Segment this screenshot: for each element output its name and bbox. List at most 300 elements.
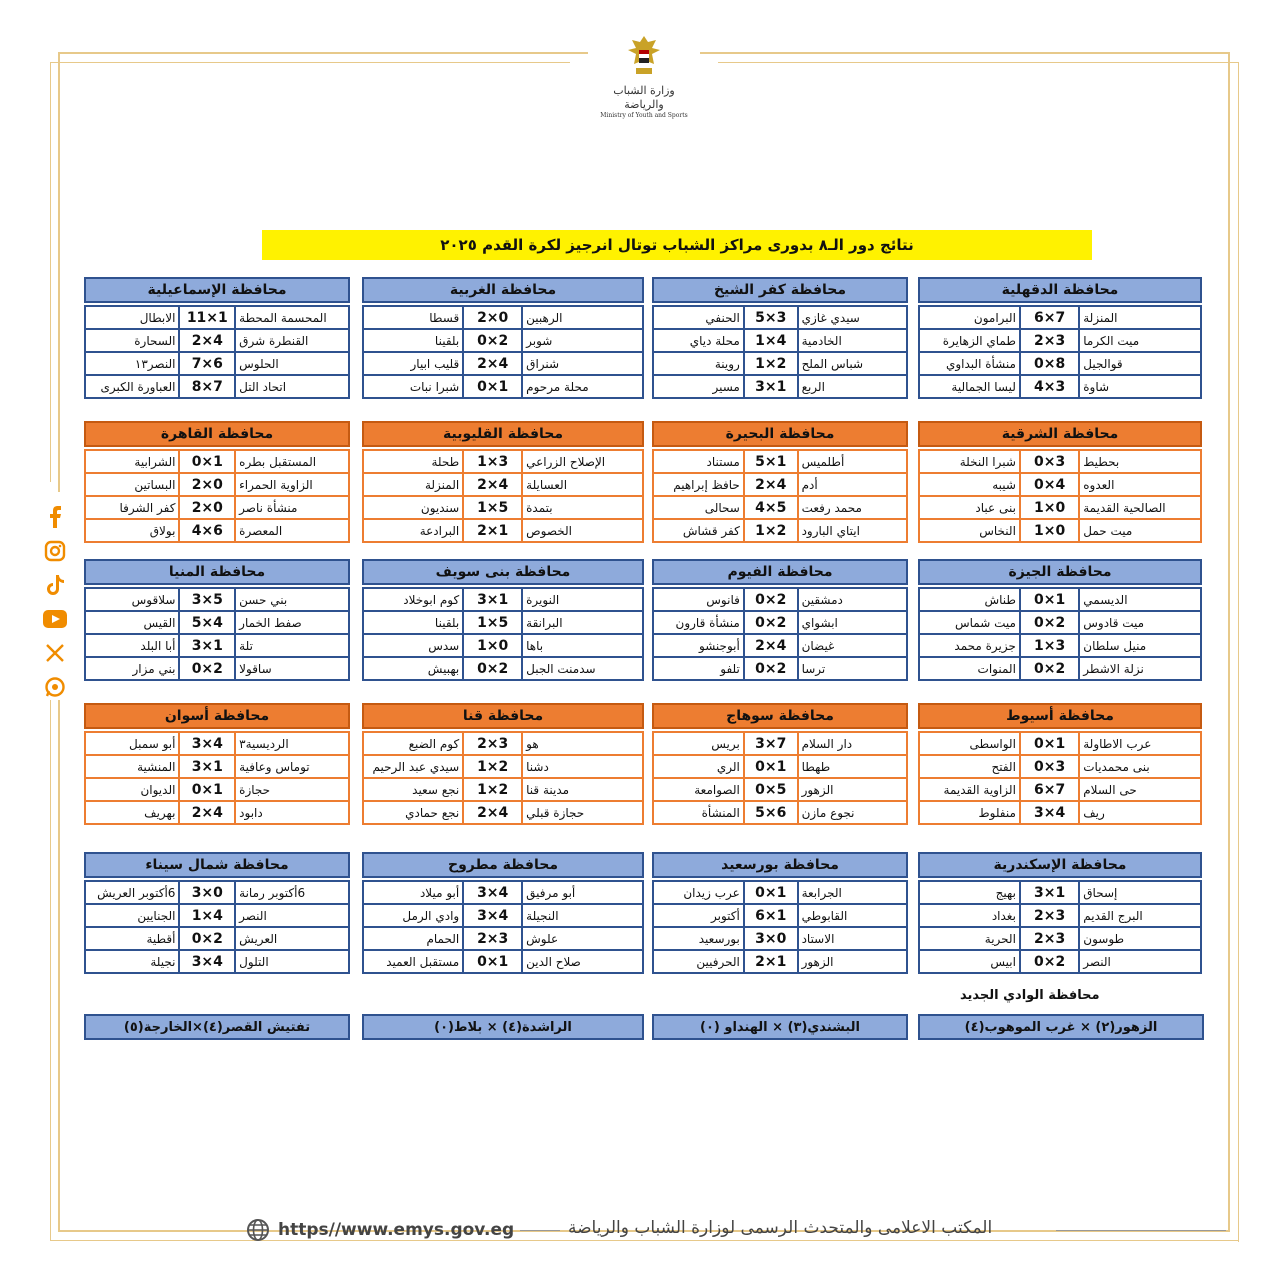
governorate-title: محافظة كفر الشيخ: [652, 277, 908, 303]
match-row: [653, 588, 907, 611]
match-row: [653, 657, 907, 680]
home-team: جزيرة محمد: [919, 634, 1020, 657]
home-team: الشرابية: [85, 450, 179, 473]
home-team: سدس: [363, 634, 463, 657]
match-row: [653, 801, 907, 824]
home-team: السحارة: [85, 329, 179, 352]
match-row: [363, 634, 643, 657]
match-score: 6×7: [1020, 778, 1079, 801]
away-team: ترسا: [798, 657, 907, 680]
match-row: [85, 611, 349, 634]
match-score: 0×1: [744, 755, 798, 778]
away-team: بني حسن: [235, 588, 349, 611]
match-score: 0×2: [744, 657, 798, 680]
home-team: روينة: [653, 352, 744, 375]
website-link[interactable]: https//www.emys.gov.eg: [278, 1220, 515, 1240]
governorate-results-box: [362, 559, 644, 691]
match-table: [84, 305, 350, 399]
match-row: [653, 473, 907, 496]
match-score: 1×5: [463, 611, 522, 634]
away-team: بتمدة: [522, 496, 643, 519]
away-team: أدم: [798, 473, 907, 496]
match-score: 5×4: [179, 611, 235, 634]
home-team: طناش: [919, 588, 1020, 611]
match-score: 3×0: [179, 881, 235, 904]
home-team: أقطية: [85, 927, 179, 950]
governorate-title: محافظة الغربية: [362, 277, 644, 303]
home-team: بريس: [653, 732, 744, 755]
match-score: 2×1: [744, 950, 798, 973]
away-team: دشنا: [522, 755, 643, 778]
match-score: 2×4: [744, 473, 798, 496]
match-score: 6×1: [744, 904, 798, 927]
away-team: شنراق: [522, 352, 643, 375]
home-team: الحمام: [363, 927, 463, 950]
frame-left2: [50, 62, 51, 482]
home-team: ميت شماس: [919, 611, 1020, 634]
match-row: [919, 611, 1201, 634]
home-team: تلفو: [653, 657, 744, 680]
governorate-title: محافظة شمال سيناء: [84, 852, 350, 878]
home-team: سحالى: [653, 496, 744, 519]
match-row: [363, 950, 643, 973]
governorate-title: محافظة الإسكندرية: [918, 852, 1202, 878]
match-score: 0×2: [463, 657, 522, 680]
match-score: 1×2: [463, 755, 522, 778]
match-score: 4×3: [1020, 375, 1079, 398]
home-team: وادي الرمل: [363, 904, 463, 927]
home-team: طحلة: [363, 450, 463, 473]
home-team: سلاقوس: [85, 588, 179, 611]
away-team: الربع: [798, 375, 907, 398]
match-row: [85, 927, 349, 950]
away-team: منيل سلطان: [1079, 634, 1201, 657]
match-score: 6×7: [1020, 306, 1079, 329]
match-row: [653, 375, 907, 398]
match-row: [85, 473, 349, 496]
match-score: 0×1: [1020, 732, 1079, 755]
match-score: 0×8: [1020, 352, 1079, 375]
home-team: الابطال: [85, 306, 179, 329]
away-team: الصالحية القديمة: [1079, 496, 1201, 519]
match-row: [85, 352, 349, 375]
away-team: منشأة ناصر: [235, 496, 349, 519]
home-team: البرادعة: [363, 519, 463, 542]
match-score: 3×4: [1020, 801, 1079, 824]
away-team: طوسون: [1079, 927, 1201, 950]
home-team: البرامون: [919, 306, 1020, 329]
facebook-icon[interactable]: [43, 505, 67, 529]
home-team: أبو سمبل: [85, 732, 179, 755]
frame-top-right: [700, 52, 1230, 54]
new-valley-match: البشندي(٣) × الهنداو (٠): [652, 1014, 908, 1040]
away-team: المستقبل بطره: [235, 450, 349, 473]
match-row: [919, 306, 1201, 329]
home-team: كوم ابوخلاد: [363, 588, 463, 611]
away-team: هو: [522, 732, 643, 755]
home-team: بهريف: [85, 801, 179, 824]
match-table: [918, 880, 1202, 974]
match-table: [84, 587, 350, 681]
governorate-title: محافظة الشرقية: [918, 421, 1202, 447]
home-team: أبا البلد: [85, 634, 179, 657]
home-team: سنديون: [363, 496, 463, 519]
match-row: [85, 634, 349, 657]
match-row: [85, 588, 349, 611]
away-team: الديسمي: [1079, 588, 1201, 611]
match-row: [919, 588, 1201, 611]
away-team: دار السلام: [798, 732, 907, 755]
away-team: الجرابعة: [798, 881, 907, 904]
match-row: [653, 732, 907, 755]
away-team: أطلميس: [798, 450, 907, 473]
match-row: [85, 450, 349, 473]
home-team: أبو ميلاد: [363, 881, 463, 904]
match-score: 2×4: [463, 352, 522, 375]
away-team: غيضان: [798, 634, 907, 657]
home-team: العباورة الكبرى: [85, 375, 179, 398]
match-score: 3×4: [463, 904, 522, 927]
match-score: 0×5: [744, 778, 798, 801]
away-team: ميت قادوس: [1079, 611, 1201, 634]
away-team: ساقولا: [235, 657, 349, 680]
match-row: [363, 732, 643, 755]
match-score: 2×0: [179, 496, 235, 519]
away-team: المنزلة: [1079, 306, 1201, 329]
match-row: [919, 755, 1201, 778]
match-score: 1×2: [744, 519, 798, 542]
home-team: البساتين: [85, 473, 179, 496]
home-team: الديوان: [85, 778, 179, 801]
away-team: شوبر: [522, 329, 643, 352]
match-row: [919, 634, 1201, 657]
away-team: محمد رفعت: [798, 496, 907, 519]
match-row: [85, 904, 349, 927]
home-team: أبوجنشو: [653, 634, 744, 657]
tiktok-icon[interactable]: [43, 573, 67, 597]
match-row: [85, 950, 349, 973]
match-row: [919, 904, 1201, 927]
away-team: القنطرة شرق: [235, 329, 349, 352]
match-score: 5×6: [744, 801, 798, 824]
match-score: 1×2: [744, 352, 798, 375]
match-score: 3×7: [744, 732, 798, 755]
match-score: 4×5: [744, 496, 798, 519]
match-score: 2×0: [179, 473, 235, 496]
match-table: [362, 880, 644, 974]
match-score: 2×4: [179, 329, 235, 352]
match-row: [363, 306, 643, 329]
away-team: حى السلام: [1079, 778, 1201, 801]
match-score: 3×4: [179, 732, 235, 755]
away-team: ميت الكرما: [1079, 329, 1201, 352]
away-team: نزلة الاشطر: [1079, 657, 1201, 680]
away-team: الاستاد: [798, 927, 907, 950]
away-team: 6أكتوبر رمانة: [235, 881, 349, 904]
match-row: [919, 496, 1201, 519]
match-table: [652, 587, 908, 681]
home-team: بهيج: [919, 881, 1020, 904]
home-team: بني مزار: [85, 657, 179, 680]
away-team: سدمنت الجبل: [522, 657, 643, 680]
away-team: توماس وعافية: [235, 755, 349, 778]
away-team: محلة مرحوم: [522, 375, 643, 398]
match-table: [918, 587, 1202, 681]
away-team: القابوطي: [798, 904, 907, 927]
governorate-results-box: [84, 559, 350, 691]
away-team: قوالجيل: [1079, 352, 1201, 375]
home-team: الحرية: [919, 927, 1020, 950]
home-team: حافظ إبراهيم: [653, 473, 744, 496]
home-team: كفر الشرفا: [85, 496, 179, 519]
match-row: [919, 801, 1201, 824]
match-score: 0×2: [179, 927, 235, 950]
home-team: مسير: [653, 375, 744, 398]
match-score: 1×4: [179, 904, 235, 927]
frame-top2-left: [50, 62, 570, 63]
home-team: النخاس: [919, 519, 1020, 542]
away-team: الحلوس: [235, 352, 349, 375]
home-team: القيس: [85, 611, 179, 634]
globe-icon: [246, 1218, 270, 1242]
match-row: [653, 904, 907, 927]
match-score: 3×1: [179, 755, 235, 778]
match-row: [363, 473, 643, 496]
match-row: [919, 375, 1201, 398]
away-team: ريف: [1079, 801, 1201, 824]
match-score: 0×2: [1020, 611, 1079, 634]
governorate-results-box: [918, 852, 1202, 984]
match-table: [918, 305, 1202, 399]
home-team: بغداد: [919, 904, 1020, 927]
home-team: الحرفيين: [653, 950, 744, 973]
match-score: 0×2: [1020, 657, 1079, 680]
match-row: [653, 519, 907, 542]
governorate-title: محافظة البحيرة: [652, 421, 908, 447]
match-row: [653, 927, 907, 950]
frame-left: [58, 52, 60, 492]
ministry-logo: [596, 34, 692, 120]
match-score: 2×3: [1020, 904, 1079, 927]
match-score: 1×3: [1020, 634, 1079, 657]
match-score: 0×3: [1020, 755, 1079, 778]
match-row: [653, 352, 907, 375]
match-table: [84, 449, 350, 543]
match-row: [363, 588, 643, 611]
match-row: [85, 732, 349, 755]
home-team: قليب ابيار: [363, 352, 463, 375]
away-team: الإصلاح الزراعي: [522, 450, 643, 473]
match-score: 0×4: [1020, 473, 1079, 496]
match-score: 3×0: [744, 927, 798, 950]
home-team: محلة دياي: [653, 329, 744, 352]
match-score: 2×3: [1020, 927, 1079, 950]
match-row: [363, 450, 643, 473]
home-team: مستناد: [653, 450, 744, 473]
away-team: تلة: [235, 634, 349, 657]
away-team: النجيلة: [522, 904, 643, 927]
match-score: 1×0: [1020, 519, 1079, 542]
results-banner-title: نتائج دور الـ٨ بدورى مراكز الشباب توتال انرجيز لكرة القدم ٢٠٢٥: [262, 230, 1092, 260]
home-team: بنى عباد: [919, 496, 1020, 519]
governorate-title: محافظة مطروح: [362, 852, 644, 878]
governorate-results-box: [652, 852, 908, 984]
new-valley-match: تفتيش القصر(٤)×الخارجة(٥): [84, 1014, 350, 1040]
youtube-icon[interactable]: [43, 607, 67, 631]
new-valley-match: الراشدة(٤) × بلاط(٠): [362, 1014, 644, 1040]
away-team: دمشقين: [798, 588, 907, 611]
match-row: [85, 778, 349, 801]
governorate-results-box: [652, 559, 908, 691]
match-table: [918, 731, 1202, 825]
home-team: شبرا النخلة: [919, 450, 1020, 473]
match-score: 2×4: [463, 473, 522, 496]
frame-top2-right: [718, 62, 1238, 63]
match-table: [652, 305, 908, 399]
away-team: مدينة قنا: [522, 778, 643, 801]
match-row: [363, 778, 643, 801]
home-team: نجيلة: [85, 950, 179, 973]
match-score: 1×0: [1020, 496, 1079, 519]
match-table: [652, 731, 908, 825]
match-row: [919, 352, 1201, 375]
match-table: [918, 449, 1202, 543]
match-row: [653, 306, 907, 329]
away-team: بنى محمديات: [1079, 755, 1201, 778]
home-team: شبرا نبات: [363, 375, 463, 398]
whatsapp-icon[interactable]: [43, 675, 67, 699]
footer-divider: [1056, 1230, 1226, 1231]
governorate-title: محافظة الجيزة: [918, 559, 1202, 585]
away-team: النصر: [235, 904, 349, 927]
match-row: [363, 329, 643, 352]
match-row: [653, 329, 907, 352]
away-team: العريش: [235, 927, 349, 950]
match-row: [653, 881, 907, 904]
home-team: بهبيش: [363, 657, 463, 680]
match-score: 8×7: [179, 375, 235, 398]
match-score: 7×6: [179, 352, 235, 375]
match-row: [363, 352, 643, 375]
home-team: بلقينا: [363, 611, 463, 634]
match-score: 0×3: [1020, 450, 1079, 473]
media-office-label: المكتب الاعلامى والمتحدث الرسمى لوزارة الشباب والرياضة: [568, 1218, 993, 1238]
home-team: بورسعيد: [653, 927, 744, 950]
match-row: [653, 634, 907, 657]
match-score: 0×2: [744, 588, 798, 611]
match-row: [919, 657, 1201, 680]
match-score: 2×4: [463, 801, 522, 824]
home-team: النصر١٣: [85, 352, 179, 375]
home-team: المنشية: [85, 755, 179, 778]
away-team: ايتاي البارود: [798, 519, 907, 542]
home-team: الجنايين: [85, 904, 179, 927]
governorate-title: محافظة سوهاج: [652, 703, 908, 729]
away-team: دابود: [235, 801, 349, 824]
governorate-results-box: [84, 421, 350, 553]
away-team: النويرة: [522, 588, 643, 611]
new-valley-title: محافظة الوادي الجديد: [960, 988, 1100, 1003]
match-row: [653, 450, 907, 473]
x-icon[interactable]: [43, 641, 67, 665]
governorate-title: محافظة القليوبية: [362, 421, 644, 447]
governorate-title: محافظة الدقهلية: [918, 277, 1202, 303]
away-team: صلاح الدين: [522, 950, 643, 973]
match-row: [919, 450, 1201, 473]
governorate-title: محافظة الفيوم: [652, 559, 908, 585]
away-team: الخادمية: [798, 329, 907, 352]
match-score: 1×4: [744, 329, 798, 352]
match-table: [362, 731, 644, 825]
match-row: [363, 519, 643, 542]
match-row: [85, 881, 349, 904]
home-team: المنوات: [919, 657, 1020, 680]
match-score: 0×2: [179, 657, 235, 680]
match-row: [85, 755, 349, 778]
away-team: إسحاق: [1079, 881, 1201, 904]
match-score: 0×2: [1020, 950, 1079, 973]
home-team: منفلوط: [919, 801, 1020, 824]
match-score: 3×5: [179, 588, 235, 611]
governorate-results-box: [84, 852, 350, 984]
match-row: [85, 306, 349, 329]
away-team: عرب الاطاولة: [1079, 732, 1201, 755]
home-team: نجع سعيد: [363, 778, 463, 801]
match-row: [363, 904, 643, 927]
away-team: شاوة: [1079, 375, 1201, 398]
instagram-icon[interactable]: [43, 539, 67, 563]
match-table: [84, 880, 350, 974]
match-score: 11×1: [179, 306, 235, 329]
away-team: الرهبين: [522, 306, 643, 329]
away-team: الزاوية الحمراء: [235, 473, 349, 496]
governorate-results-box: [362, 703, 644, 835]
match-row: [363, 375, 643, 398]
governorate-results-box: [652, 277, 908, 409]
away-team: البرج القديم: [1079, 904, 1201, 927]
home-team: قسطا: [363, 306, 463, 329]
governorate-title: محافظة المنيا: [84, 559, 350, 585]
away-team: البرانقة: [522, 611, 643, 634]
home-team: منشأة البداوي: [919, 352, 1020, 375]
match-table: [652, 880, 908, 974]
governorate-results-box: [918, 559, 1202, 691]
match-score: 0×2: [463, 329, 522, 352]
match-score: 1×5: [463, 496, 522, 519]
match-score: 3×1: [463, 588, 522, 611]
match-score: 2×3: [1020, 329, 1079, 352]
match-row: [85, 496, 349, 519]
match-row: [919, 778, 1201, 801]
match-row: [363, 755, 643, 778]
match-row: [363, 496, 643, 519]
match-score: 0×1: [744, 881, 798, 904]
home-team: المنزلة: [363, 473, 463, 496]
away-team: حجازة: [235, 778, 349, 801]
match-row: [653, 950, 907, 973]
away-team: الرديسية٣: [235, 732, 349, 755]
away-team: نجوع مازن: [798, 801, 907, 824]
match-score: 1×3: [463, 450, 522, 473]
governorate-title: محافظة الإسماعيلية: [84, 277, 350, 303]
away-team: بحطيط: [1079, 450, 1201, 473]
away-team: الزهور: [798, 950, 907, 973]
home-team: الري: [653, 755, 744, 778]
match-score: 0×1: [179, 450, 235, 473]
governorate-title: محافظة بورسعيد: [652, 852, 908, 878]
match-score: 2×1: [463, 519, 522, 542]
home-team: المنشأة: [653, 801, 744, 824]
